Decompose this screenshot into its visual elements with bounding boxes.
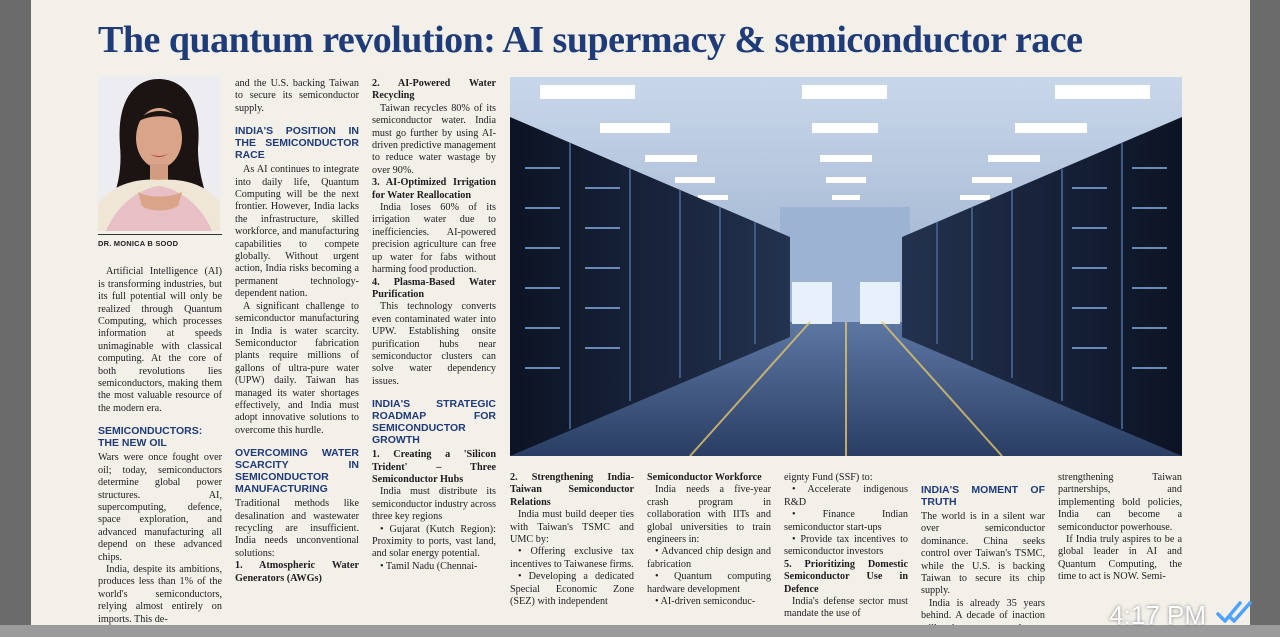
status-overlay xyxy=(1109,600,1258,631)
data-center-illustration xyxy=(510,77,1182,456)
author-portrait-image xyxy=(98,76,220,231)
paragraph: • Accelerate indigenous R&D xyxy=(784,484,908,508)
bold-heading: Semiconductor Workforce xyxy=(647,472,762,483)
paragraph: India is already 35 years behind. A decade of inaction xyxy=(921,597,1045,622)
subheading: SEMICONDUCTORS: THE NEW OIL xyxy=(98,425,203,450)
subheading: OVERCOMING WATER SCARCITY IN SEMICONDUCTOR MANUFACTURING xyxy=(235,447,359,496)
time-stamp: 4:17 PM xyxy=(1109,600,1206,630)
paragraph: • Finance Indian semiconductor start-ups xyxy=(784,509,908,533)
paragraph: • Provide tax incentives to semiconductor investors xyxy=(784,534,908,558)
hero-image-data-center xyxy=(510,77,1182,456)
paragraph: • Tamil Nadu (Chennai- xyxy=(380,560,478,572)
subheading: INDIA'S STRATEGIC ROADMAP FOR SEMICONDUCTOR GROWTH xyxy=(372,398,496,447)
paragraph: and the U.S. backing Taiwan to secure its semiconductor supply. xyxy=(235,78,359,114)
bold-heading: 1. Atmospheric Water Generators (AWGs) xyxy=(235,560,359,584)
paragraph: • Developing a dedicated Special Economic Zone (SEZ) with independent xyxy=(510,571,634,608)
bottom-bar xyxy=(0,625,1280,637)
column-3 xyxy=(372,78,496,573)
paragraph: • Advanced chip design and fabrication xyxy=(647,546,771,570)
bold-heading: 5. Prioritizing Domestic Semiconductor Use in Defence xyxy=(784,558,908,595)
author-photo xyxy=(98,76,220,231)
column-1 xyxy=(98,76,222,626)
bold-heading: 2. Strengthening India-Taiwan Semiconductor Relations xyxy=(510,472,634,508)
paragraph: Wars were once fought over oil; today, semiconductors determine global power structures. AI, supercomputing, defence, space exploration, and advanced manufacturing all depend on these advanced chips. xyxy=(98,452,222,563)
paragraph: • Offering exclusive tax incentives to Taiwanese firms. xyxy=(510,546,634,570)
photo-rule xyxy=(98,234,222,235)
bold-heading: 2. AI-Powered Water Recycling xyxy=(372,78,496,102)
paragraph: India's defense sector must mandate the use of xyxy=(784,596,908,620)
paragraph: India needs a five-year crash program in collaboration with IITs and global universities to train engineers in: xyxy=(647,484,771,546)
paragraph: India must build deeper ties with Taiwan's TSMC and UMC by: xyxy=(510,509,634,546)
paragraph: • Quantum computing hardware development xyxy=(647,571,771,595)
subheading: INDIA'S POSITION IN THE SEMICONDUCTOR RACE xyxy=(235,125,359,162)
paragraph: strengthening Taiwan partnerships, and implementing bold policies, India can become a semiconductor powerhouse. xyxy=(1058,472,1182,533)
paragraph: India, despite its ambitions, produces less than 1% of the world's semiconductors, relying almost entirely on imports. This de- xyxy=(98,563,222,625)
paragraph: As AI continues to integrate into daily life, Quantum Computing will be the next frontier. However, India lacks the infrastructure, skilled workforce, and manufacturing capabilities to compete globally. Without urgent action, India risks becoming a permanent technology-dependent nation. xyxy=(235,164,359,300)
column-6 xyxy=(784,472,908,621)
column-8 xyxy=(1058,472,1182,584)
column-5 xyxy=(647,472,771,608)
paragraph: Taiwan recycles 80% of its semiconductor water. India must go further by using AI-driven predictive management to reduce water wastage by over 90%. xyxy=(372,102,496,176)
double-check-icon xyxy=(1216,600,1258,631)
headline: The quantum revolution: AI supermacy & semiconductor race xyxy=(98,19,1083,61)
paragraph: If India truly aspires to be a global leader in AI and Quantum Computing, the time to act is NOW. Semi- xyxy=(1058,534,1182,583)
paragraph: India loses 60% of its irrigation water due to inefficiencies. AI-powered precision agriculture can free up water for fabs without harming food production. xyxy=(372,202,496,276)
newspaper-page xyxy=(31,0,1250,637)
paragraph: Traditional methods like desalination and wastewater recycling are insufficient. India needs unconventional solutions: xyxy=(235,498,359,559)
paragraph: eignty Fund (SSF) to: xyxy=(784,472,873,483)
column-4 xyxy=(510,472,634,608)
paragraph: This technology converts even contaminated water into UPW. Establishing onsite purification hubs near semiconductor clusters can solve water dependency issues. xyxy=(372,301,496,387)
bold-heading: 3. AI-Optimized Irrigation for Water Reallocation xyxy=(372,177,496,201)
author-caption: DR. MONICA B SOOD xyxy=(98,239,179,248)
paragraph: India must distribute its semiconductor industry across three key regions xyxy=(372,486,496,523)
paragraph: • Gujarat (Kutch Region): Proximity to ports, vast land, and solar energy potential. xyxy=(372,523,496,560)
subheading: INDIA'S MOMENT OF TRUTH xyxy=(921,484,1045,508)
paragraph: • AI-driven semiconduc- xyxy=(655,596,756,608)
bold-heading: 1. Creating a 'Silicon Trident' – Three Semiconductor Hubs xyxy=(372,449,496,485)
paragraph: Artificial Intelligence (AI) is transforming industries, but its full potential will only be realized through Quantum Computing, which processes information at speeds unimaginable with classical computing. At the core of both revolutions lies semiconductors, making them the most valuable resource of the modern era. xyxy=(98,266,222,414)
column-7 xyxy=(921,476,1045,635)
paragraph: The world is in a silent war over semiconductor dominance. China seeks control over Taiwan's TSMC, while the U.S. is backing Taiwan to secure its chip supply. xyxy=(921,511,1045,597)
bold-heading: 4. Plasma-Based Water Purification xyxy=(372,276,496,300)
column-2 xyxy=(235,78,359,585)
paragraph: A significant challenge to semiconductor manufacturing in India is water scarcity. Semiconductor fabrication plants require millions of gallons of ultra-pure water (UPW) daily. Taiwan has managed its water shortages effectively, and India must adopt innovative solutions to overcome this hurdle. xyxy=(235,300,359,436)
